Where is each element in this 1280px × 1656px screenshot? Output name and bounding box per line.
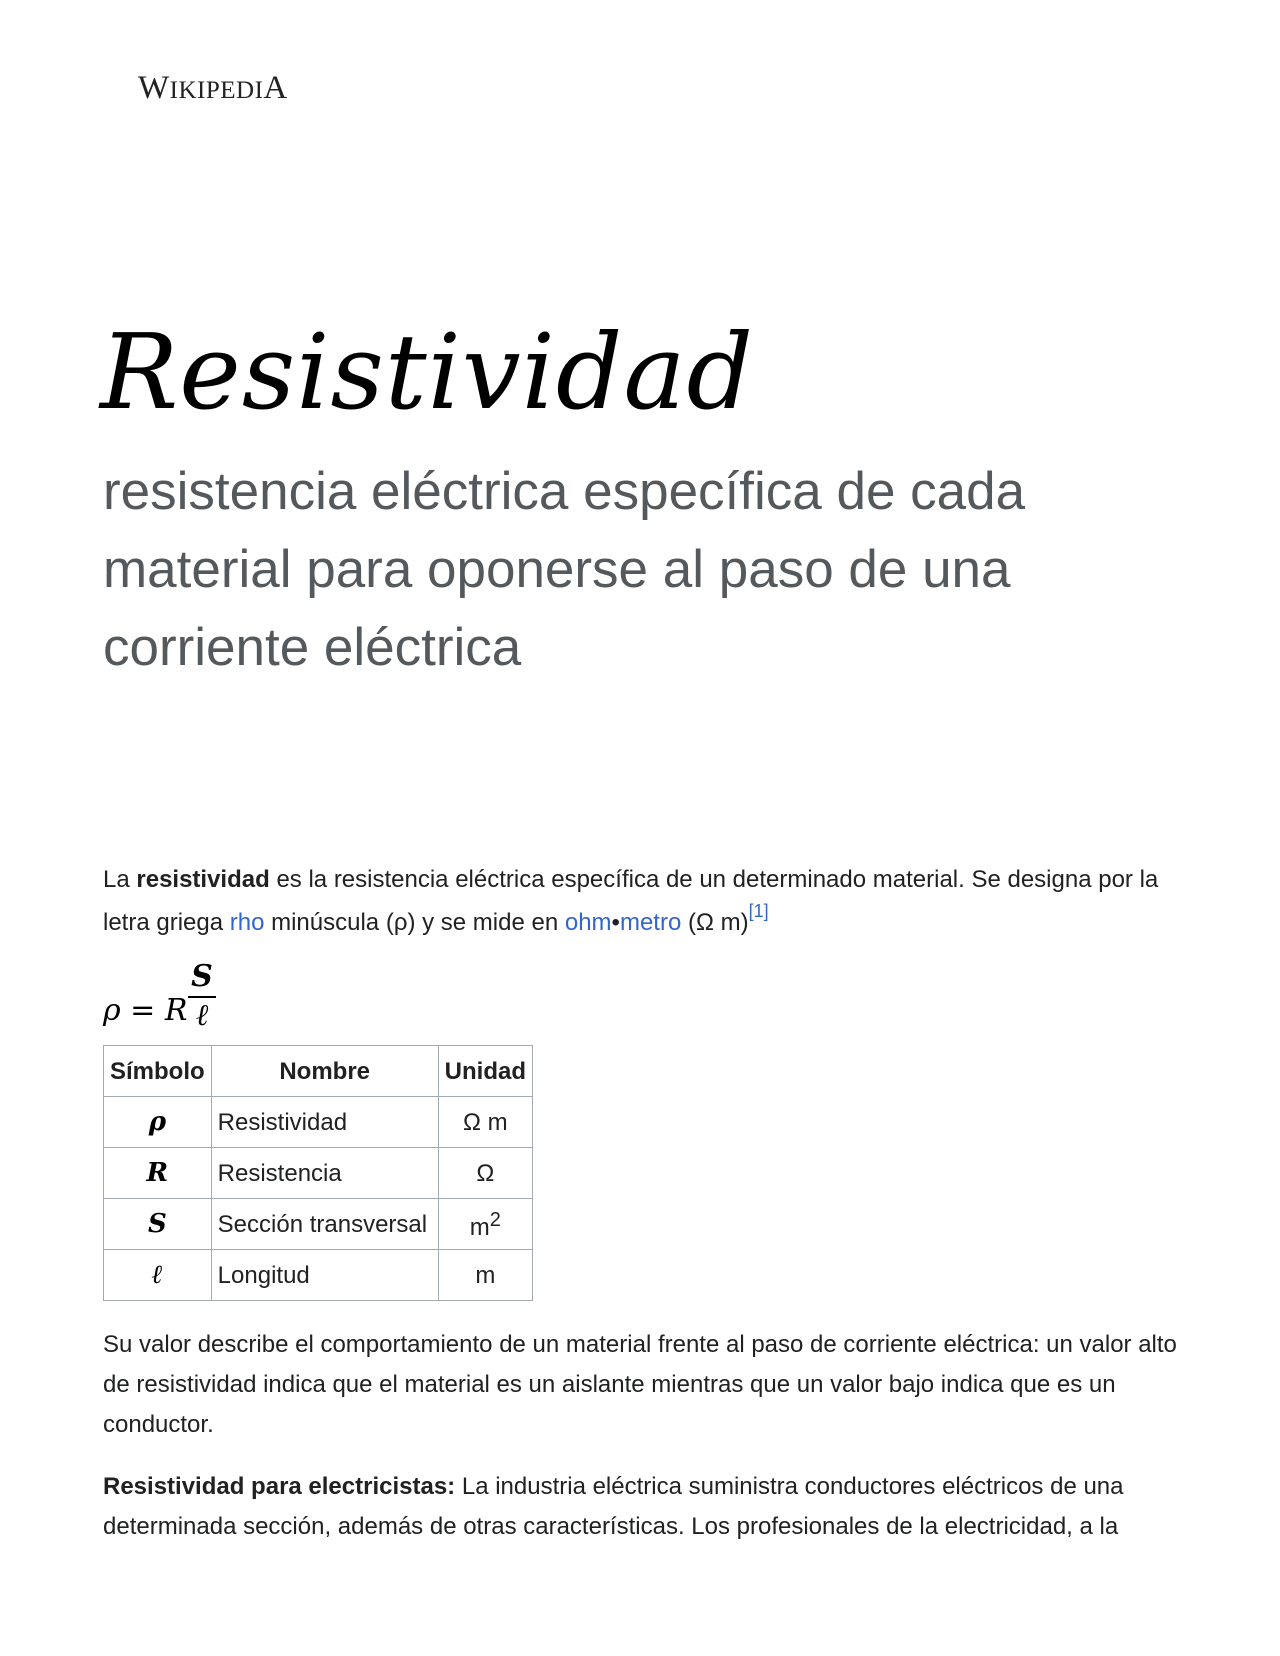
link-ohm[interactable]: ohm [564,909,612,936]
cell-nombre: Resistividad [211,1097,438,1148]
unit-text: Ω [476,1159,495,1187]
cell-simbolo: R [104,1148,212,1199]
formula-fraction [188,958,216,1034]
cell-simbolo: S [104,1199,212,1250]
page-subtitle: resistencia eléctrica específica de cada material para oponerse al paso de una corriente eléctrica [103,462,1026,677]
wikipedia-logo[interactable] [138,70,288,107]
link-metro[interactable]: metro [619,909,682,936]
table-header-row [104,1046,533,1097]
intro-text: minúscula (ρ) y se mide en [264,909,565,936]
reference-link-1[interactable]: [1] [748,901,769,921]
cell-nombre: Sección transversal [211,1199,438,1250]
resistivity-formula [103,959,1183,1040]
table-row [104,1250,533,1301]
formula-lhs: ρ = R [103,993,188,1028]
intro-dot: • [611,909,620,936]
reference-sup [749,901,769,921]
header-simbolo: Símbolo [104,1046,212,1097]
table-row [104,1148,533,1199]
logo-letter-a: A [263,70,288,106]
intro-text: específica de un determinado material. Se designa por la letra griega [103,866,1159,936]
cell-nombre: Longitud [211,1250,438,1301]
intro-text: es la [269,866,334,893]
electricians-paragraph [103,1467,1183,1547]
page-title: Resistividad [100,311,755,433]
cell-unidad [438,1097,532,1148]
cell-unidad [438,1250,532,1301]
article-content [103,858,1183,1547]
link-resistencia-electrica[interactable]: resistencia eléctrica [333,866,545,893]
cell-unidad [438,1148,532,1199]
unit-text: m [469,1214,490,1241]
cell-unidad [438,1199,532,1250]
table-row [104,1199,533,1250]
description-paragraph: Su valor describe el comportamiento de un material frente al paso de corriente eléctrica: un valor alto de resistividad indica que el material es un aislante mientras que un valor bajo indica que es un conductor. [103,1331,1177,1438]
unit-text: Ω m [463,1108,508,1136]
intro-text: La [103,866,137,893]
cell-simbolo: ρ [104,1097,212,1148]
electricians-text: La industria eléctrica suministra conductores eléctricos de una determinada sección, además de otras características. Los profesionales de la electricidad, a la [103,1473,1124,1540]
symbols-table [103,1045,533,1301]
intro-bold-term: resistividad [136,866,270,893]
electricians-heading: Resistividad para electricistas: [103,1473,456,1500]
header-unidad: Unidad [438,1046,532,1097]
formula-denominator: ℓ [195,998,209,1033]
link-rho[interactable]: rho [229,909,265,936]
unit-exponent: 2 [489,1209,501,1231]
logo-letter-w: W [138,70,170,106]
cell-nombre: Resistencia [211,1148,438,1199]
unit-text: m [475,1261,496,1289]
cell-simbolo: ℓ [104,1250,212,1301]
header-nombre: Nombre [211,1046,438,1097]
intro-text: (Ω m) [681,909,749,936]
formula-numerator: S [191,959,213,994]
table-row [104,1097,533,1148]
logo-letters-ikipedi: IKIPEDI [169,77,264,104]
intro-paragraph [103,858,1183,944]
